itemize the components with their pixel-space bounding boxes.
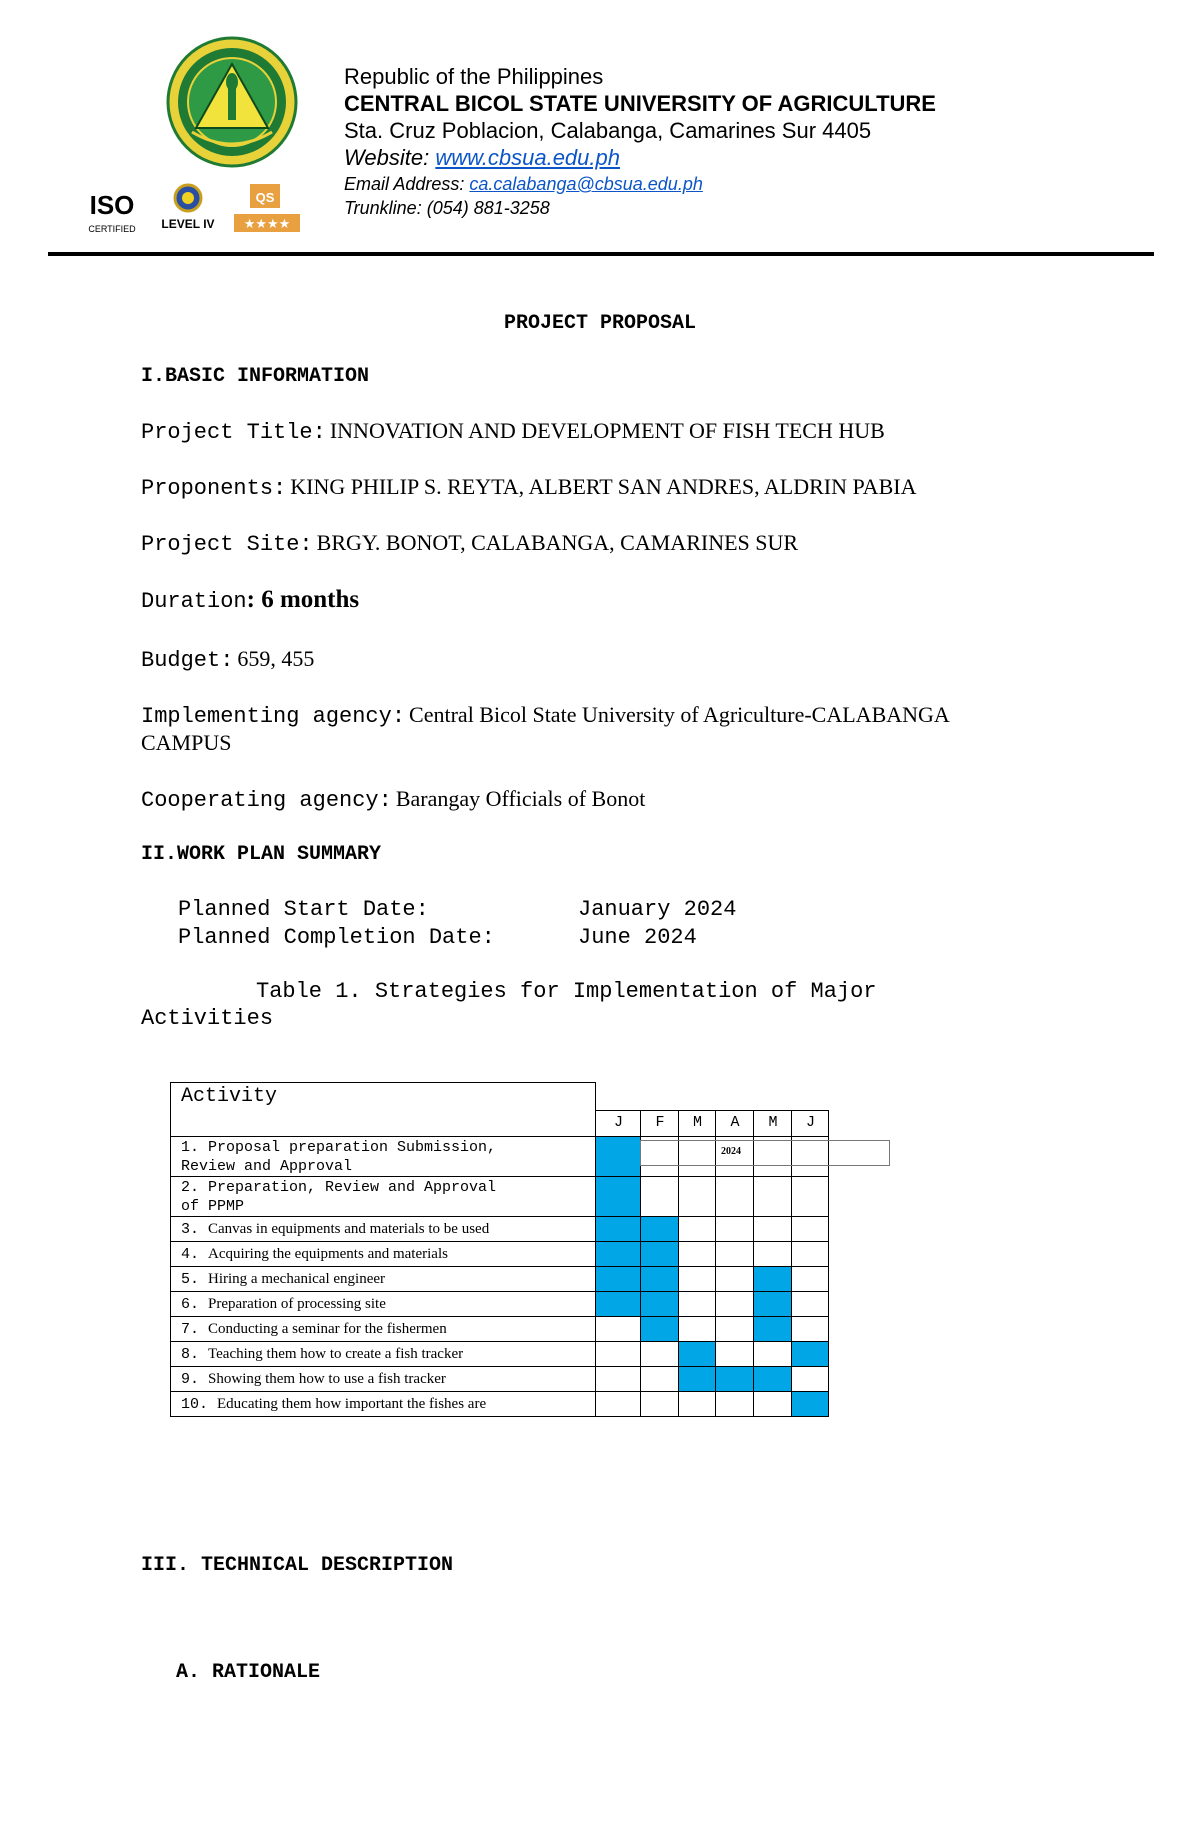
accreditation-badges	[84, 182, 304, 242]
gantt-empty-cell	[791, 1366, 829, 1392]
activity-description: Preparation, Review and Approval	[208, 1179, 497, 1196]
gantt-empty-cell	[595, 1341, 641, 1367]
project-site-label: Project Site:	[141, 532, 313, 557]
proponents-value: KING PHILIP S. REYTA, ALBERT SAN ANDRES, ALDRIN PABIA	[290, 474, 917, 499]
activity-number: 6.	[181, 1296, 209, 1313]
project-site-value: BRGY. BONOT, CALABANGA, CAMARINES SUR	[316, 530, 799, 555]
gantt-bar-cell	[595, 1241, 641, 1267]
gantt-empty-cell	[791, 1216, 829, 1242]
activity-row-2	[170, 1176, 596, 1217]
gantt-empty-cell	[791, 1176, 829, 1217]
planned-start-label: Planned Start Date:	[178, 897, 429, 922]
duration-label: Duration	[141, 589, 247, 614]
month-header-5	[753, 1110, 792, 1137]
activity-number: 10.	[181, 1396, 218, 1413]
cooperating-agency-label: Cooperating agency:	[141, 788, 392, 813]
website-link[interactable]: www.cbsua.edu.ph	[435, 145, 620, 170]
gantt-empty-cell	[678, 1391, 716, 1417]
implementing-agency-label: Implementing agency:	[141, 704, 406, 729]
gantt-bar-cell	[640, 1291, 679, 1317]
gantt-empty-cell	[640, 1366, 679, 1392]
activity-row-1	[170, 1136, 596, 1177]
gantt-empty-cell	[595, 1316, 641, 1342]
gantt-empty-cell	[715, 1316, 754, 1342]
gantt-empty-cell	[678, 1241, 716, 1267]
activity-row-5	[170, 1266, 596, 1292]
gantt-empty-cell	[678, 1216, 716, 1242]
planned-start-value: January 2024	[578, 897, 737, 922]
activity-description-cont: of PPMP	[181, 1198, 245, 1215]
project-title-value: INNOVATION AND DEVELOPMENT OF FISH TECH HUB	[329, 418, 885, 443]
gantt-empty-cell	[791, 1266, 829, 1292]
activity-row-10	[170, 1391, 596, 1417]
gantt-empty-cell	[595, 1391, 641, 1417]
gantt-empty-cell	[715, 1291, 754, 1317]
website-line	[344, 144, 936, 172]
letterhead	[344, 64, 936, 220]
gantt-empty-cell	[791, 1291, 829, 1317]
gantt-empty-cell	[678, 1291, 716, 1317]
activity-header: Activity	[181, 1085, 278, 1108]
planned-completion-label: Planned Completion Date:	[178, 925, 495, 950]
activity-text	[181, 1138, 496, 1176]
budget-label: Budget:	[141, 648, 234, 673]
gantt-bar-cell	[640, 1216, 679, 1242]
university-address: Sta. Cruz Poblacion, Calabanga, Camarines Sur 4405	[344, 118, 872, 143]
email-label: Email Address:	[344, 174, 470, 194]
gantt-bar-cell	[791, 1341, 829, 1367]
section-basic-information: I.BASIC INFORMATION	[141, 365, 370, 388]
activity-number: 3.	[181, 1221, 209, 1238]
gantt-empty-cell	[753, 1176, 792, 1217]
iso-badge-sub: CERTIFIED	[88, 224, 136, 234]
activity-text	[181, 1345, 463, 1364]
activity-number: 2.	[181, 1179, 209, 1196]
cooperating-agency-line	[141, 786, 645, 813]
implementing-agency-value-cont: CAMPUS	[141, 730, 232, 755]
project-title-label: Project Title:	[141, 420, 326, 445]
month-header-1	[595, 1110, 641, 1137]
duration-value: : 6 months	[246, 586, 360, 613]
gantt-bar-cell	[753, 1316, 792, 1342]
activity-text	[181, 1320, 447, 1339]
website-label: Website:	[344, 145, 436, 170]
gantt-bar-cell	[595, 1136, 641, 1177]
gantt-empty-cell	[715, 1241, 754, 1267]
activity-description: Teaching them how to create a fish tracker	[208, 1346, 464, 1362]
email-line	[344, 172, 936, 196]
activity-row-8	[170, 1341, 596, 1367]
activity-row-9	[170, 1366, 596, 1392]
activity-text	[181, 1370, 446, 1389]
gantt-empty-cell	[791, 1241, 829, 1267]
gantt-empty-cell	[753, 1391, 792, 1417]
gantt-bar-cell	[640, 1316, 679, 1342]
trunkline: Trunkline: (054) 881-3258	[344, 198, 550, 218]
subsection-rationale: A. RATIONALE	[176, 1661, 321, 1684]
activity-description: Conducting a seminar for the fishermen	[208, 1321, 447, 1337]
implementing-agency-line	[141, 702, 950, 729]
section-technical-description: III. TECHNICAL DESCRIPTION	[141, 1554, 454, 1577]
gantt-bar-cell	[753, 1366, 792, 1392]
activity-number: 8.	[181, 1346, 209, 1363]
month-label: J	[805, 1114, 815, 1131]
gantt-empty-cell	[640, 1391, 679, 1417]
gantt-empty-cell	[640, 1176, 679, 1217]
budget-value: 659, 455	[237, 646, 315, 671]
gantt-empty-cell	[678, 1266, 716, 1292]
activity-description: Canvas in equipments and materials to be used	[208, 1221, 490, 1237]
level-iv-badge	[161, 185, 214, 231]
university-seal-logo	[166, 36, 298, 168]
gantt-empty-cell	[715, 1266, 754, 1292]
gantt-empty-cell	[715, 1391, 754, 1417]
activity-text	[181, 1245, 448, 1264]
proponents-label: Proponents:	[141, 476, 287, 501]
year-label-box	[640, 1140, 890, 1166]
activity-description: Acquiring the equipments and materials	[208, 1246, 448, 1262]
activity-text	[181, 1178, 496, 1216]
proponents-line	[141, 474, 916, 501]
activity-header-cell	[170, 1082, 596, 1137]
implementing-agency-value: Central Bicol State University of Agriculture-CALABANGA	[409, 702, 950, 727]
gantt-bar-cell	[791, 1391, 829, 1417]
header-divider	[48, 252, 1154, 256]
month-header-3	[678, 1110, 716, 1137]
table-caption: Table 1. Strategies for Implementation of Major	[256, 979, 877, 1004]
gantt-empty-cell	[715, 1176, 754, 1217]
qs-stars-badge	[234, 184, 300, 232]
gantt-bar-cell	[640, 1241, 679, 1267]
cooperating-agency-value: Barangay Officials of Bonot	[395, 786, 646, 811]
activity-description: Proposal preparation Submission,	[208, 1139, 497, 1156]
gantt-bar-cell	[753, 1266, 792, 1292]
qs-badge-stars: ★★★★	[243, 217, 291, 232]
month-label: M	[768, 1114, 778, 1131]
activity-row-6	[170, 1291, 596, 1317]
duration-line	[141, 586, 359, 614]
planned-completion-value: June 2024	[578, 925, 697, 950]
activity-text	[181, 1220, 489, 1239]
gantt-bar-cell	[595, 1216, 641, 1242]
budget-line	[141, 646, 314, 673]
month-header-4	[715, 1110, 754, 1137]
gantt-empty-cell	[715, 1216, 754, 1242]
gantt-empty-cell	[753, 1241, 792, 1267]
activity-text	[181, 1395, 486, 1414]
activity-number: 4.	[181, 1246, 209, 1263]
gantt-bar-cell	[595, 1266, 641, 1292]
gantt-bar-cell	[640, 1266, 679, 1292]
table-caption-cont: Activities	[141, 1006, 274, 1031]
university-name: CENTRAL BICOL STATE UNIVERSITY OF AGRICULTURE	[344, 91, 936, 116]
gantt-empty-cell	[753, 1341, 792, 1367]
activity-description-cont: Review and Approval	[181, 1158, 353, 1175]
project-site-line	[141, 530, 798, 557]
activity-description: Educating them how important the fishes are	[217, 1396, 487, 1412]
republic-line: Republic of the Philippines	[344, 64, 604, 89]
activity-description: Preparation of processing site	[208, 1296, 386, 1312]
activity-number: 9.	[181, 1371, 209, 1388]
activity-number: 5.	[181, 1271, 209, 1288]
level-badge-text: LEVEL IV	[161, 217, 215, 231]
activity-text	[181, 1270, 385, 1289]
gantt-bar-cell	[715, 1366, 754, 1392]
month-label: F	[655, 1114, 665, 1131]
gantt-bar-cell	[678, 1366, 716, 1392]
gantt-empty-cell	[715, 1341, 754, 1367]
month-label: M	[692, 1114, 702, 1131]
activity-number: 1.	[181, 1139, 209, 1156]
activity-description: Showing them how to use a fish tracker	[208, 1371, 446, 1387]
year-label: 2024	[721, 1146, 741, 1157]
gantt-bar-cell	[678, 1341, 716, 1367]
iso-certified-badge	[88, 190, 136, 234]
month-header-2	[640, 1110, 679, 1137]
gantt-empty-cell	[678, 1176, 716, 1217]
gantt-empty-cell	[595, 1366, 641, 1392]
email-link[interactable]: ca.calabanga@cbsua.edu.ph	[469, 174, 703, 194]
iso-badge-text: ISO	[89, 190, 135, 220]
activity-text	[181, 1295, 386, 1314]
gantt-empty-cell	[753, 1216, 792, 1242]
gantt-bar-cell	[595, 1291, 641, 1317]
gantt-empty-cell	[791, 1316, 829, 1342]
gantt-empty-cell	[640, 1341, 679, 1367]
month-label: J	[613, 1114, 623, 1131]
activity-description: Hiring a mechanical engineer	[208, 1271, 386, 1287]
gantt-bar-cell	[595, 1176, 641, 1217]
activity-number: 7.	[181, 1321, 209, 1338]
gantt-empty-cell	[678, 1316, 716, 1342]
activity-row-3	[170, 1216, 596, 1242]
qs-badge-text: QS	[255, 190, 275, 205]
project-title-line	[141, 418, 885, 445]
month-label: A	[730, 1114, 740, 1131]
document-title: PROJECT PROPOSAL	[503, 312, 697, 335]
month-header-6	[791, 1110, 829, 1137]
activity-row-4	[170, 1241, 596, 1267]
section-work-plan-summary: II.WORK PLAN SUMMARY	[141, 843, 382, 866]
activity-row-7	[170, 1316, 596, 1342]
gantt-bar-cell	[753, 1291, 792, 1317]
